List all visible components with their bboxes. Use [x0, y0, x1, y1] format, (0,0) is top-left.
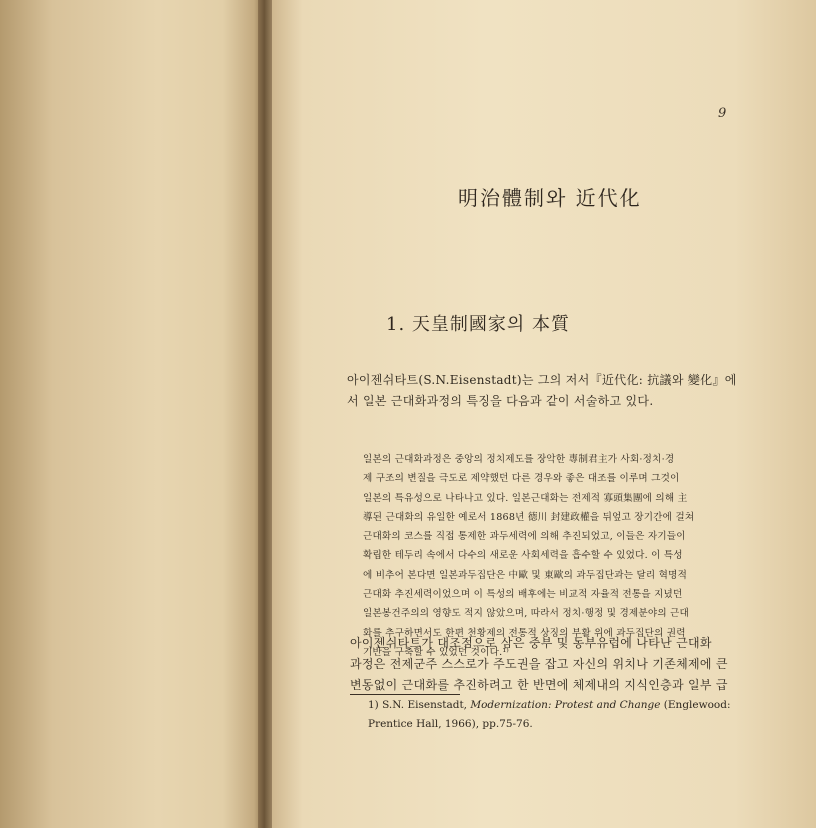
quote-line: 근대화의 코스를 직접 통제한 과두세력에 의해 추진되었고, 이들은 자기들이 [363, 531, 686, 543]
footnote-suffix: (Englewood: [660, 699, 731, 711]
footnote-prefix: 1) S.N. Eisenstadt, [368, 699, 471, 711]
quote-line: 화를 추구하면서도 한편 천황제의 전통적 상징의 부활 위에 과두집단의 권력 [363, 627, 686, 639]
quote-line: 導된 근대화의 유일한 예로서 1868년 德川 封建政權을 뒤엎고 장기간에 걸쳐 [363, 511, 695, 523]
footnote-line-1 [368, 696, 731, 715]
quote-line: 제 구조의 변질을 극도로 제약했던 다른 경우와 좋은 대조를 이루며 그것이 [363, 473, 680, 485]
quote-line: 근대화 추진세력이었으며 이 특성의 배후에는 비교적 자율적 전통을 지녔던 [363, 589, 683, 601]
section-title: 1. 天皇制國家의 本質 [386, 314, 571, 335]
block-quote [363, 450, 694, 662]
left-page-blank [0, 0, 262, 828]
intro-line: 아이젠쉬타트(S.N.Eisenstadt)는 그의 저서『近代化: 抗議와 變化』에 [347, 373, 737, 387]
body-line: 변동없이 근대화를 추진하려고 한 반면에 체제내의 지식인층과 일부 급 [350, 678, 728, 692]
quote-line: 일본의 특유성으로 나타나고 있다. 일본근대화는 전제적 寡頭集團에 의해 主 [363, 492, 688, 504]
body-paragraph [350, 633, 728, 696]
footnote-book-title: Modernization: Protest and Change [470, 699, 661, 711]
quote-line: 확립한 테두리 속에서 다수의 새로운 사회세력을 흡수할 수 있었다. 이 특성 [363, 550, 683, 562]
page-number: 9 [718, 106, 727, 121]
intro-paragraph [347, 370, 737, 412]
intro-line: 서 일본 근대화과정의 특징을 다음과 같이 서술하고 있다. [347, 394, 654, 408]
footnote-line-2: Prentice Hall, 1966), pp.75-76. [368, 718, 533, 730]
quote-line: 일본봉건주의의 영향도 적지 않았으며, 따라서 정치·행정 및 경제분야의 근대 [363, 608, 689, 620]
book-gutter [258, 0, 272, 828]
body-line: 과정은 전제군주 스스로가 주도권을 잡고 자신의 위치나 기존체제에 큰 [350, 657, 728, 671]
footnote-rule [350, 694, 460, 695]
quote-line: 에 비추어 본다면 일본과두집단은 中歐 및 東歐의 과두집단과는 달리 혁명적 [363, 569, 688, 581]
footnote [368, 696, 731, 734]
quote-line: 일본의 근대화과정은 중앙의 정치제도를 장악한 專制君主가 사회·정치·경 [363, 454, 675, 465]
chapter-title: 明治體制와 近代化 [458, 186, 642, 210]
body-line: 아이젠쉬타트가 대조점으로 삼은 중부 및 동부유럽에 나타난 근대화 [350, 636, 712, 650]
quote-line: 기반을 구축할 수 있었던 것이다.¹⁾ [363, 646, 509, 658]
